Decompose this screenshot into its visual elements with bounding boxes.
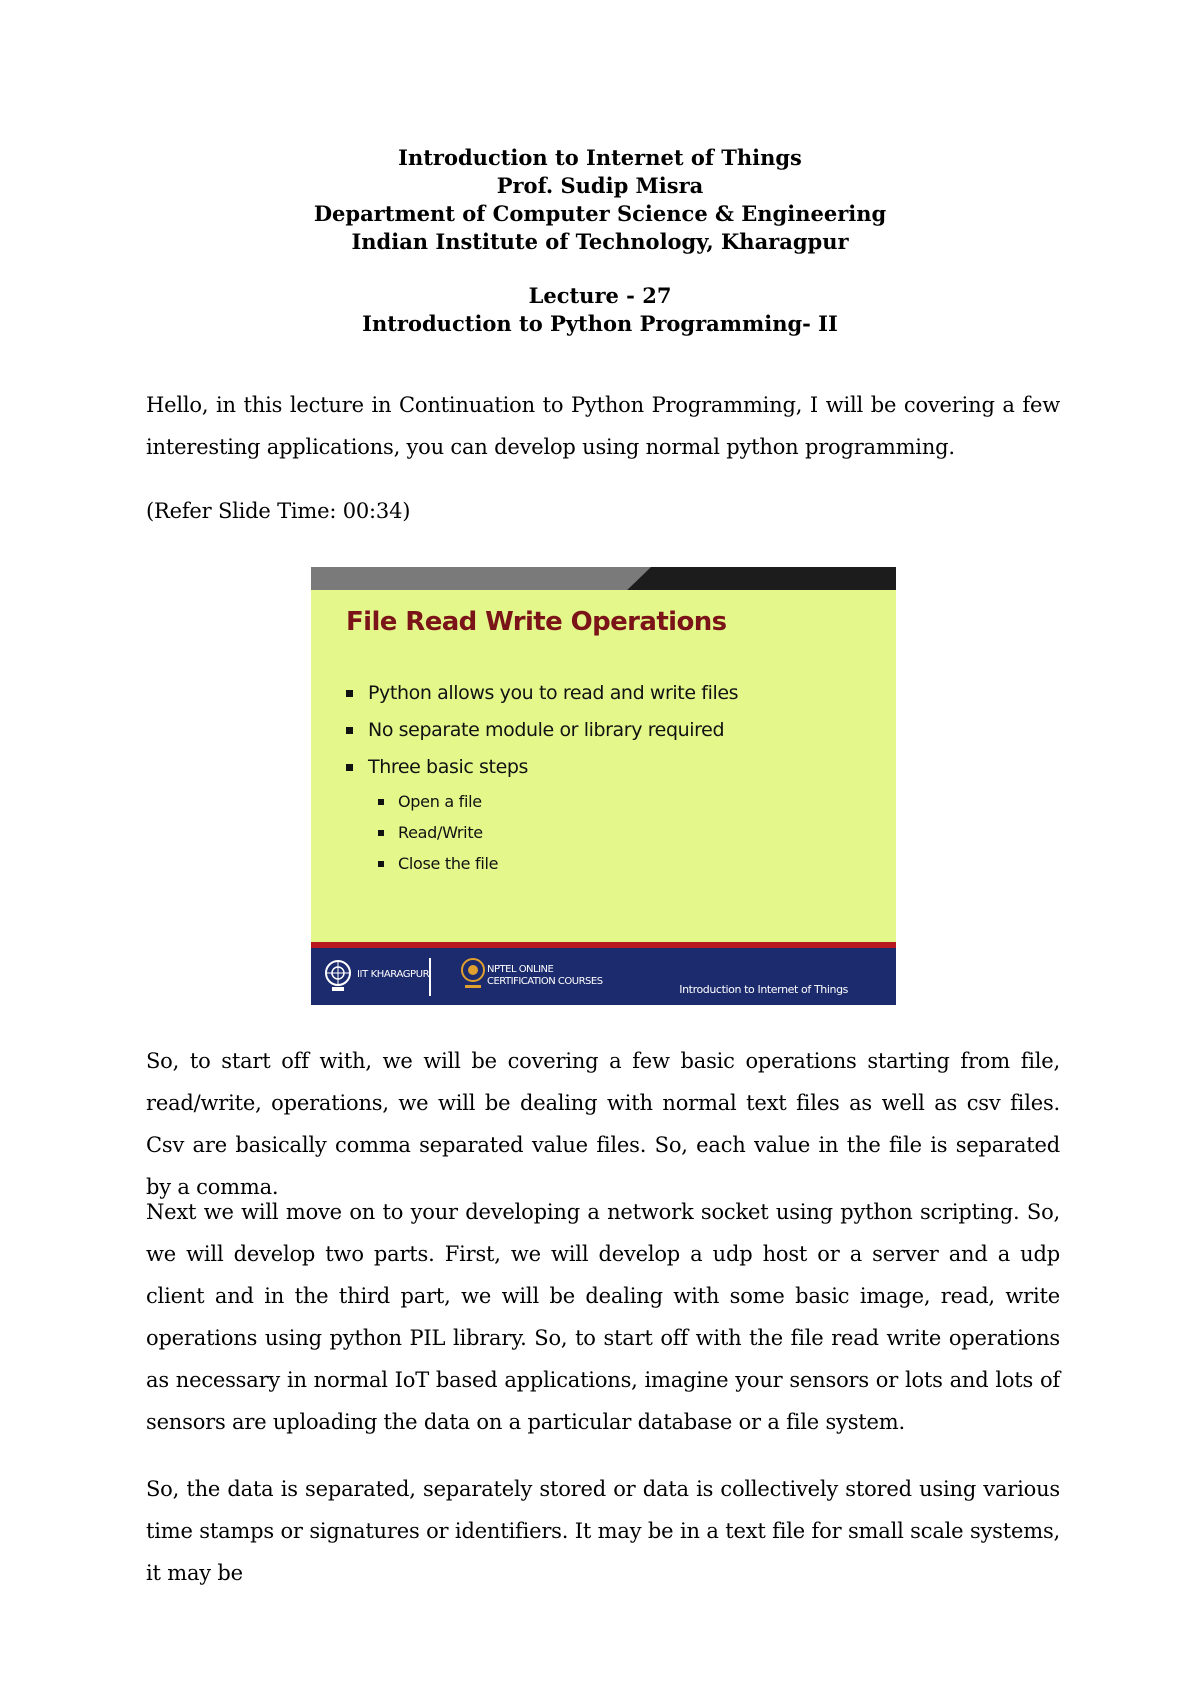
- footer-course-label: Introduction to Internet of Things: [679, 983, 848, 996]
- slide-sub-bullet: Close the file: [346, 848, 738, 879]
- slide-bullet: Python allows you to read and write files: [346, 675, 738, 712]
- paragraph-data-storage: So, the data is separated, separately stored or data is collectively stored using various time stamps or signatures or identifiers. It may be in a text file for small scale systems, it may be: [146, 1477, 1060, 1585]
- lecture-title: Introduction to Python Programming- II: [362, 311, 838, 336]
- paragraph-intro: Hello, in this lecture in Continuation to Python Programming, I will be covering a few interesting applications, you can develop using normal python programming.: [146, 393, 1060, 459]
- iit-logo-icon: [323, 958, 353, 994]
- slide-bullet-list: [346, 675, 738, 879]
- lecture-slide: [311, 567, 896, 1005]
- slide-sub-bullet: Open a file: [346, 786, 738, 817]
- slide-bullet: Three basic steps: [346, 749, 738, 786]
- institute-name: Indian Institute of Technology, Kharagpur: [351, 229, 849, 254]
- footer-nptel-label: [487, 964, 603, 988]
- document-header: [0, 144, 1200, 338]
- footer-nptel-line1: NPTEL ONLINE: [487, 964, 554, 975]
- footer-iit-label: IIT KHARAGPUR: [357, 969, 430, 980]
- department-name: Department of Computer Science & Engineering: [313, 201, 887, 226]
- lecture-number: Lecture - 27: [528, 283, 672, 308]
- slide-footer: [311, 948, 896, 1005]
- footer-nptel-line2: CERTIFICATION COURSES: [487, 976, 603, 987]
- slide-title: File Read Write Operations: [346, 607, 727, 637]
- course-title: Introduction to Internet of Things: [398, 145, 802, 170]
- professor-name: Prof. Sudip Misra: [496, 173, 704, 198]
- header-spacer: [0, 256, 1200, 282]
- slide-sub-bullet: Read/Write: [346, 817, 738, 848]
- paragraph-network-socket: Next we will move on to your developing a network socket using python scripting. So, we will develop two parts. First, we will develop a udp host or a server and a udp client and in the third part, we will be dealing with some basic image, read, write operations using python PIL library. So, to start off with the file read write operations as necessary in normal IoT based applications, imagine your sensors or lots and lots of sensors are uploading the data on a particular database or a file system.: [146, 1200, 1060, 1434]
- refer-slide-time: (Refer Slide Time: 00:34): [146, 499, 411, 523]
- slide-top-bar: [311, 567, 896, 590]
- nptel-logo-icon: [459, 956, 487, 992]
- slide-top-bar-accent: [311, 567, 651, 590]
- slide-bullet: No separate module or library required: [346, 712, 738, 749]
- paragraph-file-operations: So, to start off with, we will be covering a few basic operations starting from file, read/write, operations, we will be dealing with normal text files as well as csv files. Csv are basically comma separated value files. So, each value in the file is separated by a comma.: [146, 1049, 1060, 1199]
- footer-divider: [429, 958, 431, 996]
